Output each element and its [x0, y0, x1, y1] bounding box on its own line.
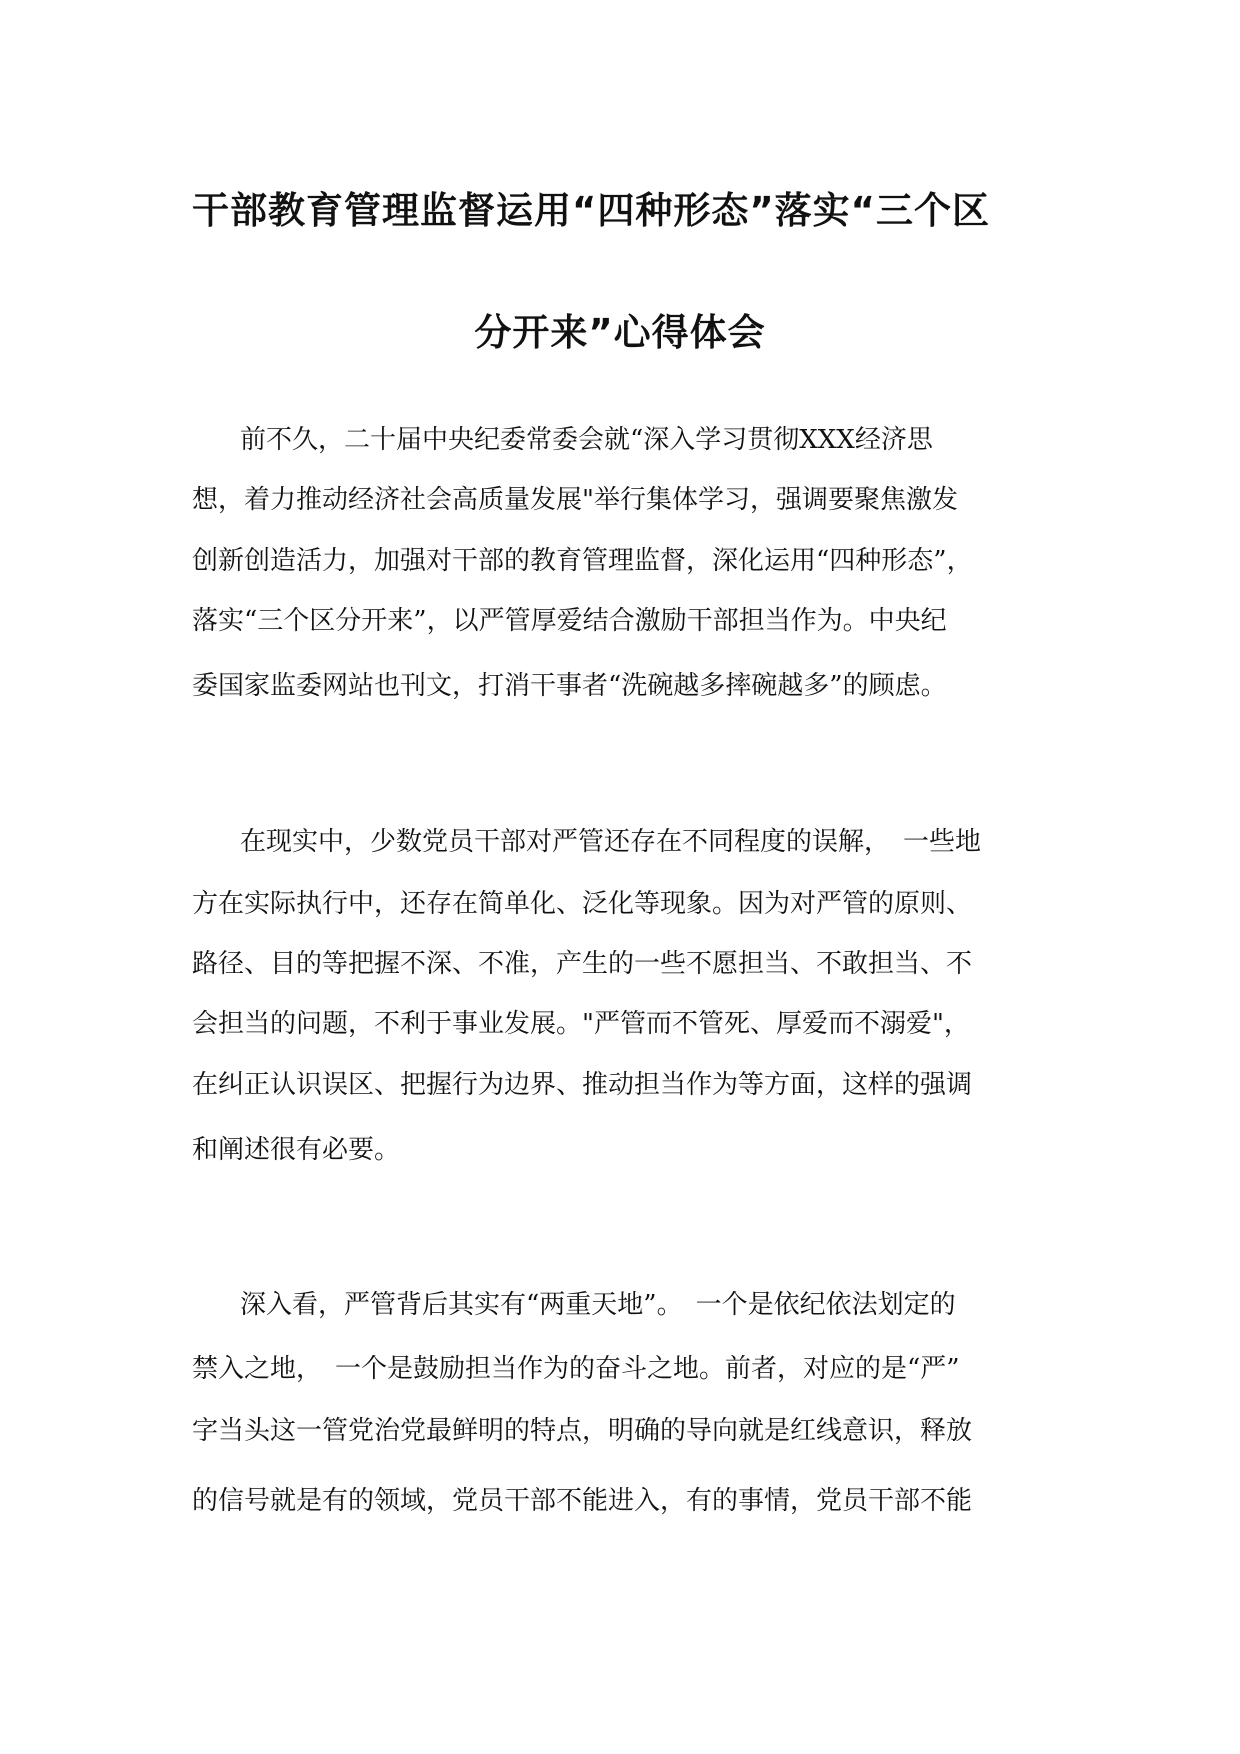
paragraph-2-line-2: 方在实际执行中，还存在简单化、泛化等现象。因为对严管的原则、	[192, 889, 973, 919]
paragraph-2-line-4: 会担当的问题，不利于事业发展。"严管而不管死、厚爱而不溺爱"，	[192, 1009, 970, 1039]
paragraph-3-line-3: 字当头这一管党治党最鲜明的特点，明确的导向就是红线意识，释放	[192, 1416, 973, 1446]
paragraph-2-line-6: 和阐述很有必要。	[192, 1135, 401, 1165]
paragraph-3-line-2: 禁入之地， 一个是鼓励担当作为的奋斗之地。前者，对应的是“严”	[192, 1354, 960, 1384]
paragraph-2-line-5: 在纠正认识误区、把握行为边界、推动担当作为等方面，这样的强调	[192, 1070, 973, 1100]
document-title-line-2: 分开来”心得体会	[474, 311, 766, 354]
paragraph-1-line-2: 想，着力推动经济社会高质量发展"举行集体学习，强调要聚焦激发	[192, 485, 958, 515]
paragraph-2-line-3: 路径、目的等把握不深、不准，产生的一些不愿担当、不敢担当、不	[192, 949, 973, 979]
paragraph-2-line-1: 在现实中，少数党员干部对严管还存在不同程度的误解， 一些地	[240, 827, 982, 857]
paragraph-3-line-1: 深入看，严管背后其实有“两重天地”。 一个是依纪依法划定的	[240, 1290, 956, 1320]
paragraph-3-line-4: 的信号就是有的领域，党员干部不能进入，有的事情，党员干部不能	[192, 1486, 973, 1516]
paragraph-1-line-4: 落实“三个区分开来”，以严管厚爱结合激励干部担当作为。中央纪	[192, 606, 947, 636]
paragraph-1-line-1: 前不久，二十届中央纪委常委会就“深入学习贯彻XXX经济思	[240, 425, 933, 455]
document-title-line-1: 干部教育管理监督运用“四种形态”落实“三个区	[192, 189, 990, 232]
paragraph-1-line-3: 创新创造活力，加强对干部的教育管理监督，深化运用“四种形态”，	[192, 546, 973, 576]
paragraph-1-line-5: 委国家监委网站也刊文，打消干事者“洗碗越多摔碗越多”的顾虑。	[192, 671, 947, 701]
